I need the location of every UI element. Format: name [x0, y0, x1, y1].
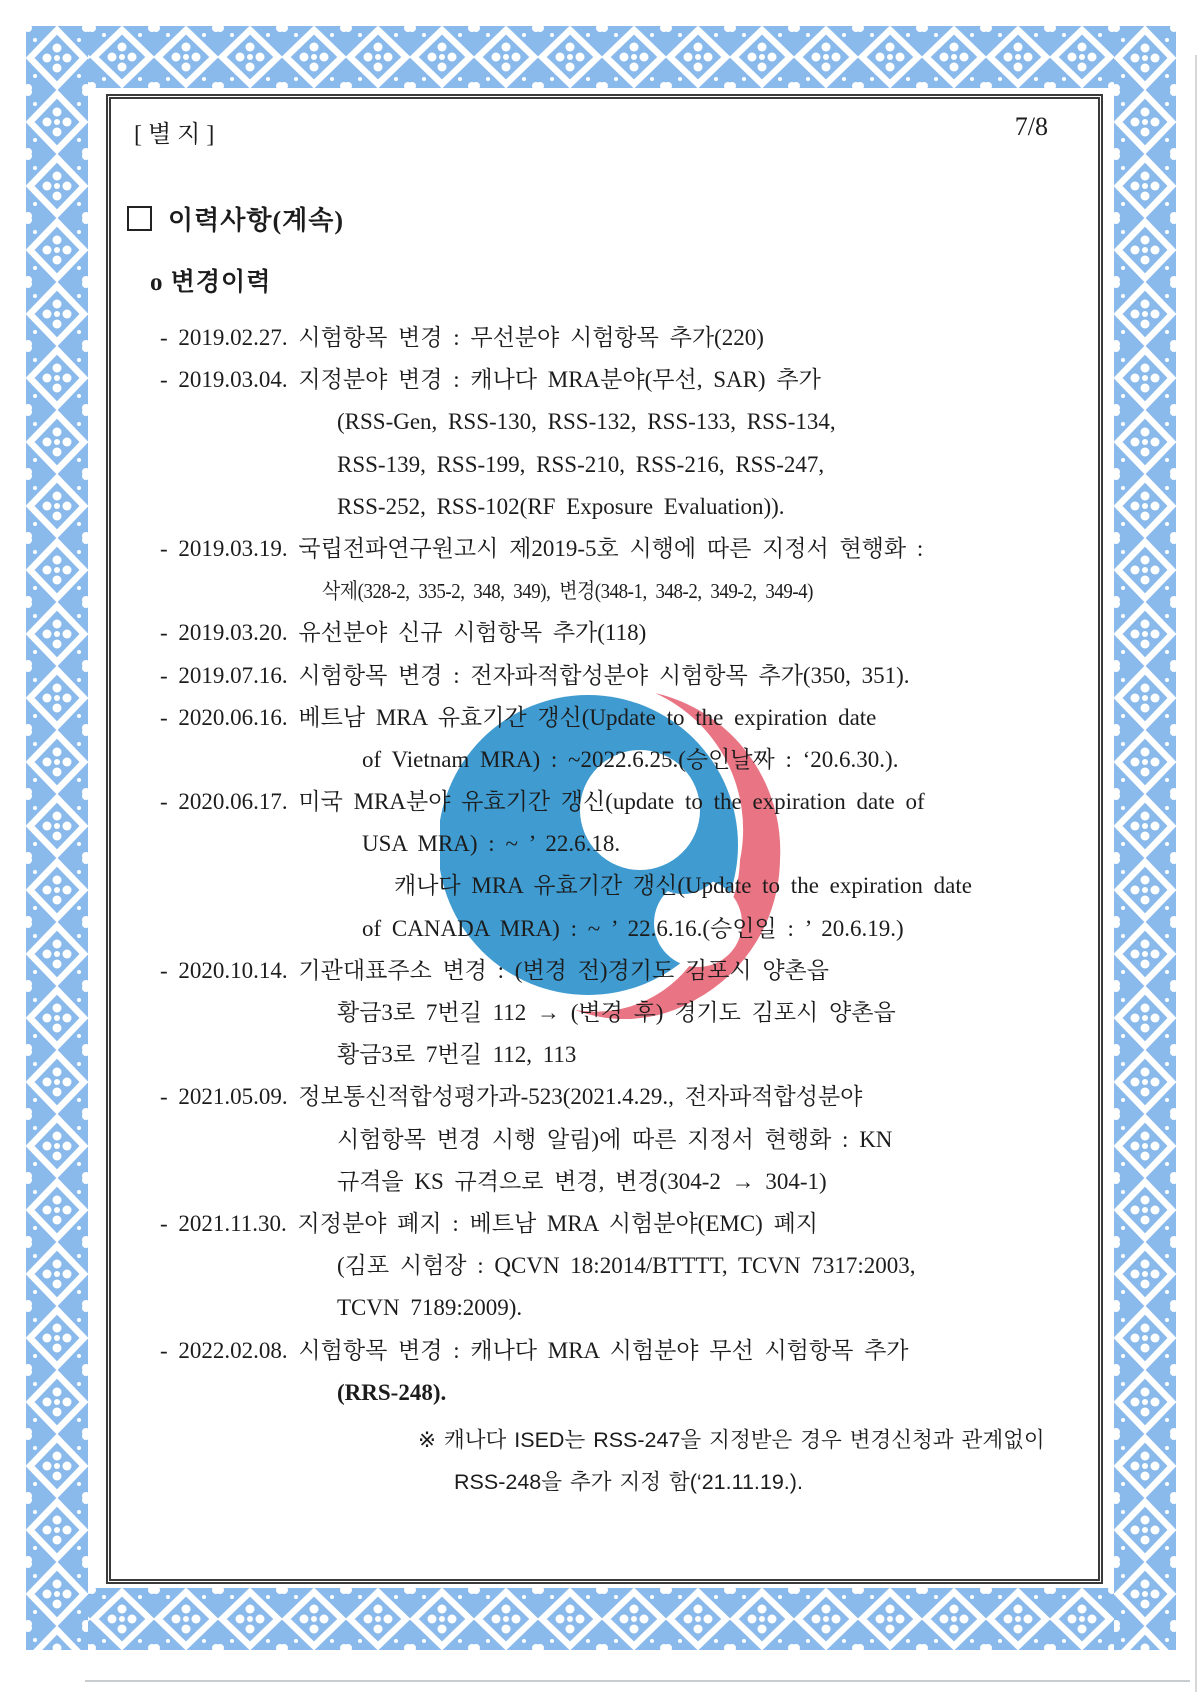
history-line: - 2019.07.16. 시험항목 변경 : 전자파적합성분야 시험항목 추가(350, 351). — [160, 662, 910, 688]
history-line: 황금3로 7번길 112 → (변경 후) 경기도 김포시 양촌읍 — [337, 1000, 896, 1025]
history-line: - 2019.03.20. 유선분야 신규 시험항목 추가(118) — [160, 620, 647, 646]
ornamental-border-top — [26, 26, 1176, 88]
change-history-list — [106, 317, 1098, 1503]
history-line: ※ 캐나다 ISED는 RSS-247을 지정받은 경우 변경신청과 관계없이 — [418, 1427, 1045, 1452]
history-line: (RSS-Gen, RSS-130, RSS-132, RSS-133, RSS-134, — [337, 409, 836, 435]
scan-artifact-line — [85, 1680, 1190, 1682]
section-title-row — [127, 200, 344, 237]
history-line: - 2020.06.17. 미국 MRA분야 유효기간 갱신(update to the expiration date of — [160, 789, 925, 815]
history-line: of Vietnam MRA) : ~2022.6.25.(승인날짜 : ‘20.6.30.). — [362, 746, 899, 772]
history-line: - 2021.05.09. 정보통신적합성평가과-523(2021.4.29., 전자파적합성분야 — [160, 1084, 863, 1110]
section-title: 이력사항(계속) — [168, 206, 345, 235]
checkbox-square-icon — [127, 206, 152, 231]
history-line: (RRS-248). — [337, 1379, 447, 1405]
history-line: 캐나다 MRA 유효기간 갱신(Update to the expiration date — [394, 873, 972, 899]
history-line: RSS-252, RSS-102(RF Exposure Evaluation)). — [337, 493, 785, 519]
page-number: 7/8 — [1014, 112, 1048, 141]
scan-artifact-line — [1195, 55, 1197, 1692]
ornamental-border-bottom — [26, 1588, 1176, 1650]
margin-label: [별지] — [134, 122, 221, 148]
history-line: (김포 시험장 : QCVN 18:2014/BTTTT, TCVN 7317:2003, — [337, 1253, 916, 1279]
history-line: - 2019.03.19. 국립전파연구원고시 제2019-5호 시행에 따른 지정서 현행화 : — [160, 535, 924, 561]
history-line: USA MRA) : ~ ’ 22.6.18. — [362, 831, 621, 857]
history-line: TCVN 7189:2009). — [337, 1295, 523, 1321]
ornamental-border-left — [26, 26, 88, 1650]
history-line: - 2020.10.14. 기관대표주소 변경 : (변경 전)경기도 김포시 양촌읍 — [160, 957, 829, 983]
history-line: RSS-139, RSS-199, RSS-210, RSS-216, RSS-247, — [337, 451, 825, 477]
history-line: 규격을 KS 규격으로 변경, 변경(304-2 → 304-1) — [337, 1168, 827, 1194]
history-line: RSS-248을 추가 지정 함(‘21.11.19.). — [454, 1470, 803, 1495]
history-line: 황금3로 7번길 112, 113 — [337, 1042, 577, 1068]
subsection-title: o 변경이력 — [150, 269, 272, 296]
history-line: - 2021.11.30. 지정분야 폐지 : 베트남 MRA 시험분야(EMC) 폐지 — [160, 1210, 819, 1236]
history-line: 시험항목 변경 시행 알림)에 따른 지정서 현행화 : KN — [337, 1126, 893, 1152]
history-line: - 2019.03.04. 지정분야 변경 : 캐나다 MRA분야(무선, SAR) 추가 — [160, 367, 821, 393]
history-line: - 2019.02.27. 시험항목 변경 : 무선분야 시험항목 추가(220) — [160, 325, 764, 350]
history-line: 삭제(328-2, 335-2, 348, 349), 변경(348-1, 348-2, 349-2, 349-4) — [322, 579, 814, 604]
history-line: of CANADA MRA) : ~ ’ 22.6.16.(승인일 : ’ 20.6.19.) — [362, 915, 904, 941]
ornamental-border-right — [1114, 26, 1176, 1650]
history-line: - 2020.06.16. 베트남 MRA 유효기간 갱신(Update to the expiration date — [160, 704, 877, 730]
history-line: - 2022.02.08. 시험항목 변경 : 캐나다 MRA 시험분야 무선 시험항목 추가 — [160, 1337, 909, 1363]
